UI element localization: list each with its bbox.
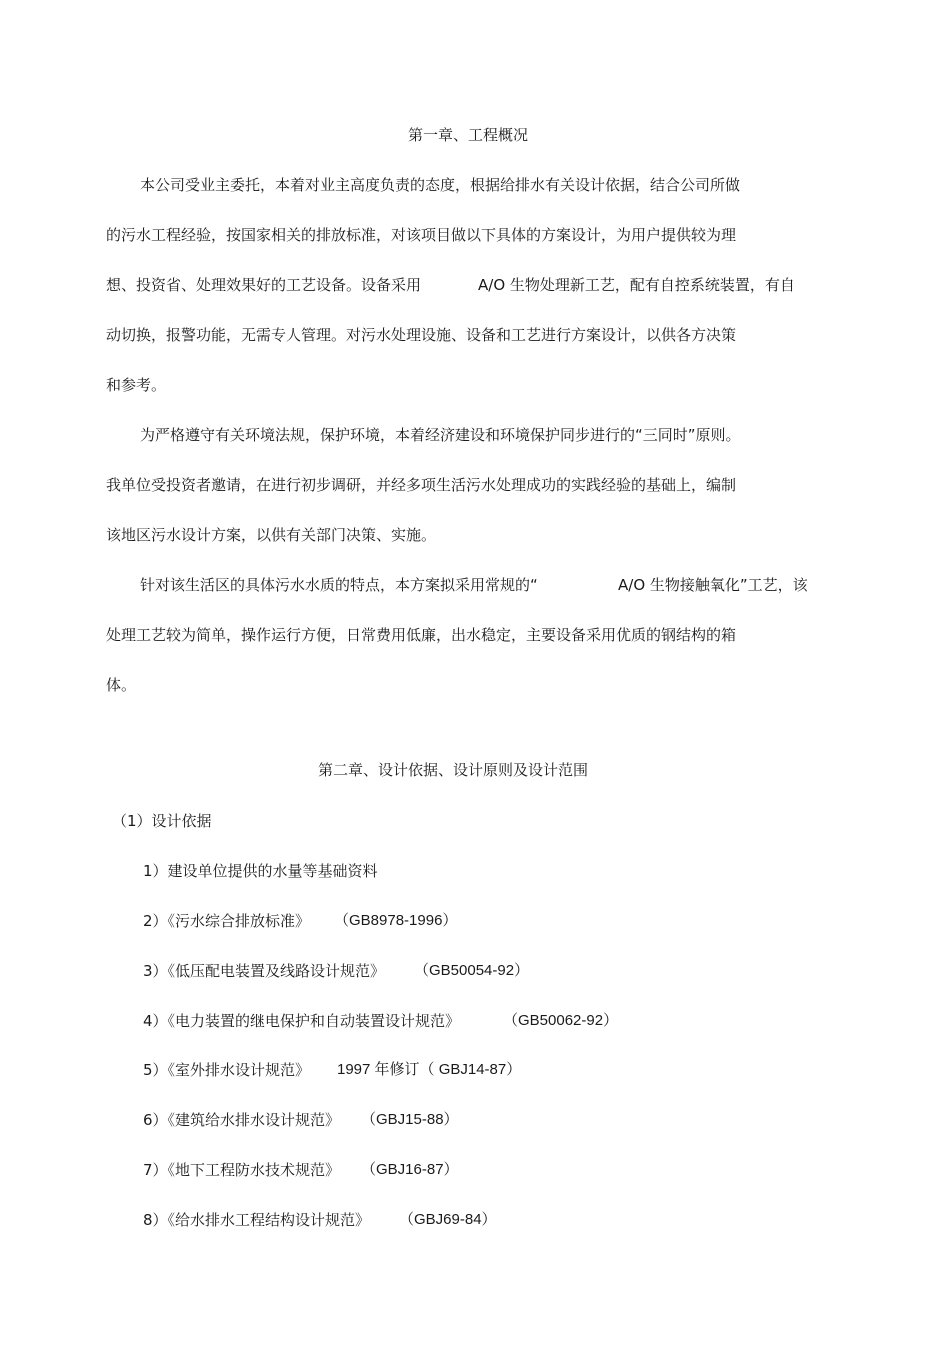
basis-item-6-code: （GBJ15-88） [361, 1111, 459, 1128]
basis-item-1: 1）建设单位提供的水量等基础资料 [143, 862, 378, 880]
chapter2-title: 第二章、设计依据、设计原则及设计范围 [318, 761, 589, 779]
basis-item-8-code: （GBJ69-84） [399, 1211, 497, 1228]
chapter2-subtitle: （1）设计依据 [112, 812, 212, 830]
chapter1-para1-line3b: A/O 生物处理新工艺，配有自控系统装置，有自 [478, 276, 795, 294]
chapter1-para3-line2: 处理工艺较为简单，操作运行方便，日常费用低廉，出水稳定，主要设备采用优质的钢结构的箱 [106, 626, 737, 644]
chapter1-para2-line2: 我单位受投资者邀请，在进行初步调研，并经多项生活污水处理成功的实践经验的基础上，编制 [106, 476, 737, 494]
basis-item-3-code: （GB50054-92） [414, 962, 530, 979]
chapter1-para3-line3: 体。 [106, 676, 137, 694]
chapter1-title: 第一章、工程概况 [408, 126, 529, 144]
basis-item-5-code: 1997 年修订（ GBJ14-87） [337, 1061, 522, 1078]
basis-item-3: 3）《低压配电装置及线路设计规范》 [143, 962, 386, 980]
basis-item-4-code: （GB50062-92） [503, 1012, 619, 1029]
chapter1-para1-line5: 和参考。 [106, 376, 167, 394]
chapter1-para1-line1: 本公司受业主委托，本着对业主高度负责的态度，根据给排水有关设计依据，结合公司所做 [140, 176, 741, 194]
chapter1-para2-line1: 为严格遵守有关环境法规，保护环境，本着经济建设和环境保护同步进行的“三同时”原则。 [140, 426, 741, 444]
basis-item-8: 8）《给水排水工程结构设计规范》 [143, 1211, 371, 1229]
chapter1-para1-line2: 的污水工程经验，按国家相关的排放标准，对该项目做以下具体的方案设计，为用户提供较为理 [106, 226, 737, 244]
basis-item-6: 6）《建筑给水排水设计规范》 [143, 1111, 341, 1129]
chapter1-para3-line1a: 针对该生活区的具体污水水质的特点，本方案拟采用常规的“ [140, 576, 538, 594]
basis-item-4: 4）《电力装置的继电保护和自动装置设计规范》 [143, 1012, 461, 1030]
chapter1-para1-line3a: 想、投资省、处理效果好的工艺设备。设备采用 [106, 276, 422, 294]
chapter1-para1-line4: 动切换，报警功能，无需专人管理。对污水处理设施、设备和工艺进行方案设计，以供各方决策 [106, 326, 737, 344]
chapter1-para3-line1b: A/O 生物接触氧化”工艺，该 [618, 576, 808, 594]
chapter1-para2-line3: 该地区污水设计方案，以供有关部门决策、实施。 [106, 526, 437, 544]
basis-item-5: 5）《室外排水设计规范》 [143, 1061, 311, 1079]
basis-item-7-code: （GBJ16-87） [361, 1161, 459, 1178]
basis-item-2: 2）《污水综合排放标准》 [143, 912, 311, 930]
basis-item-7: 7）《地下工程防水技术规范》 [143, 1161, 341, 1179]
basis-item-2-code: （GB8978-1996） [334, 912, 458, 929]
